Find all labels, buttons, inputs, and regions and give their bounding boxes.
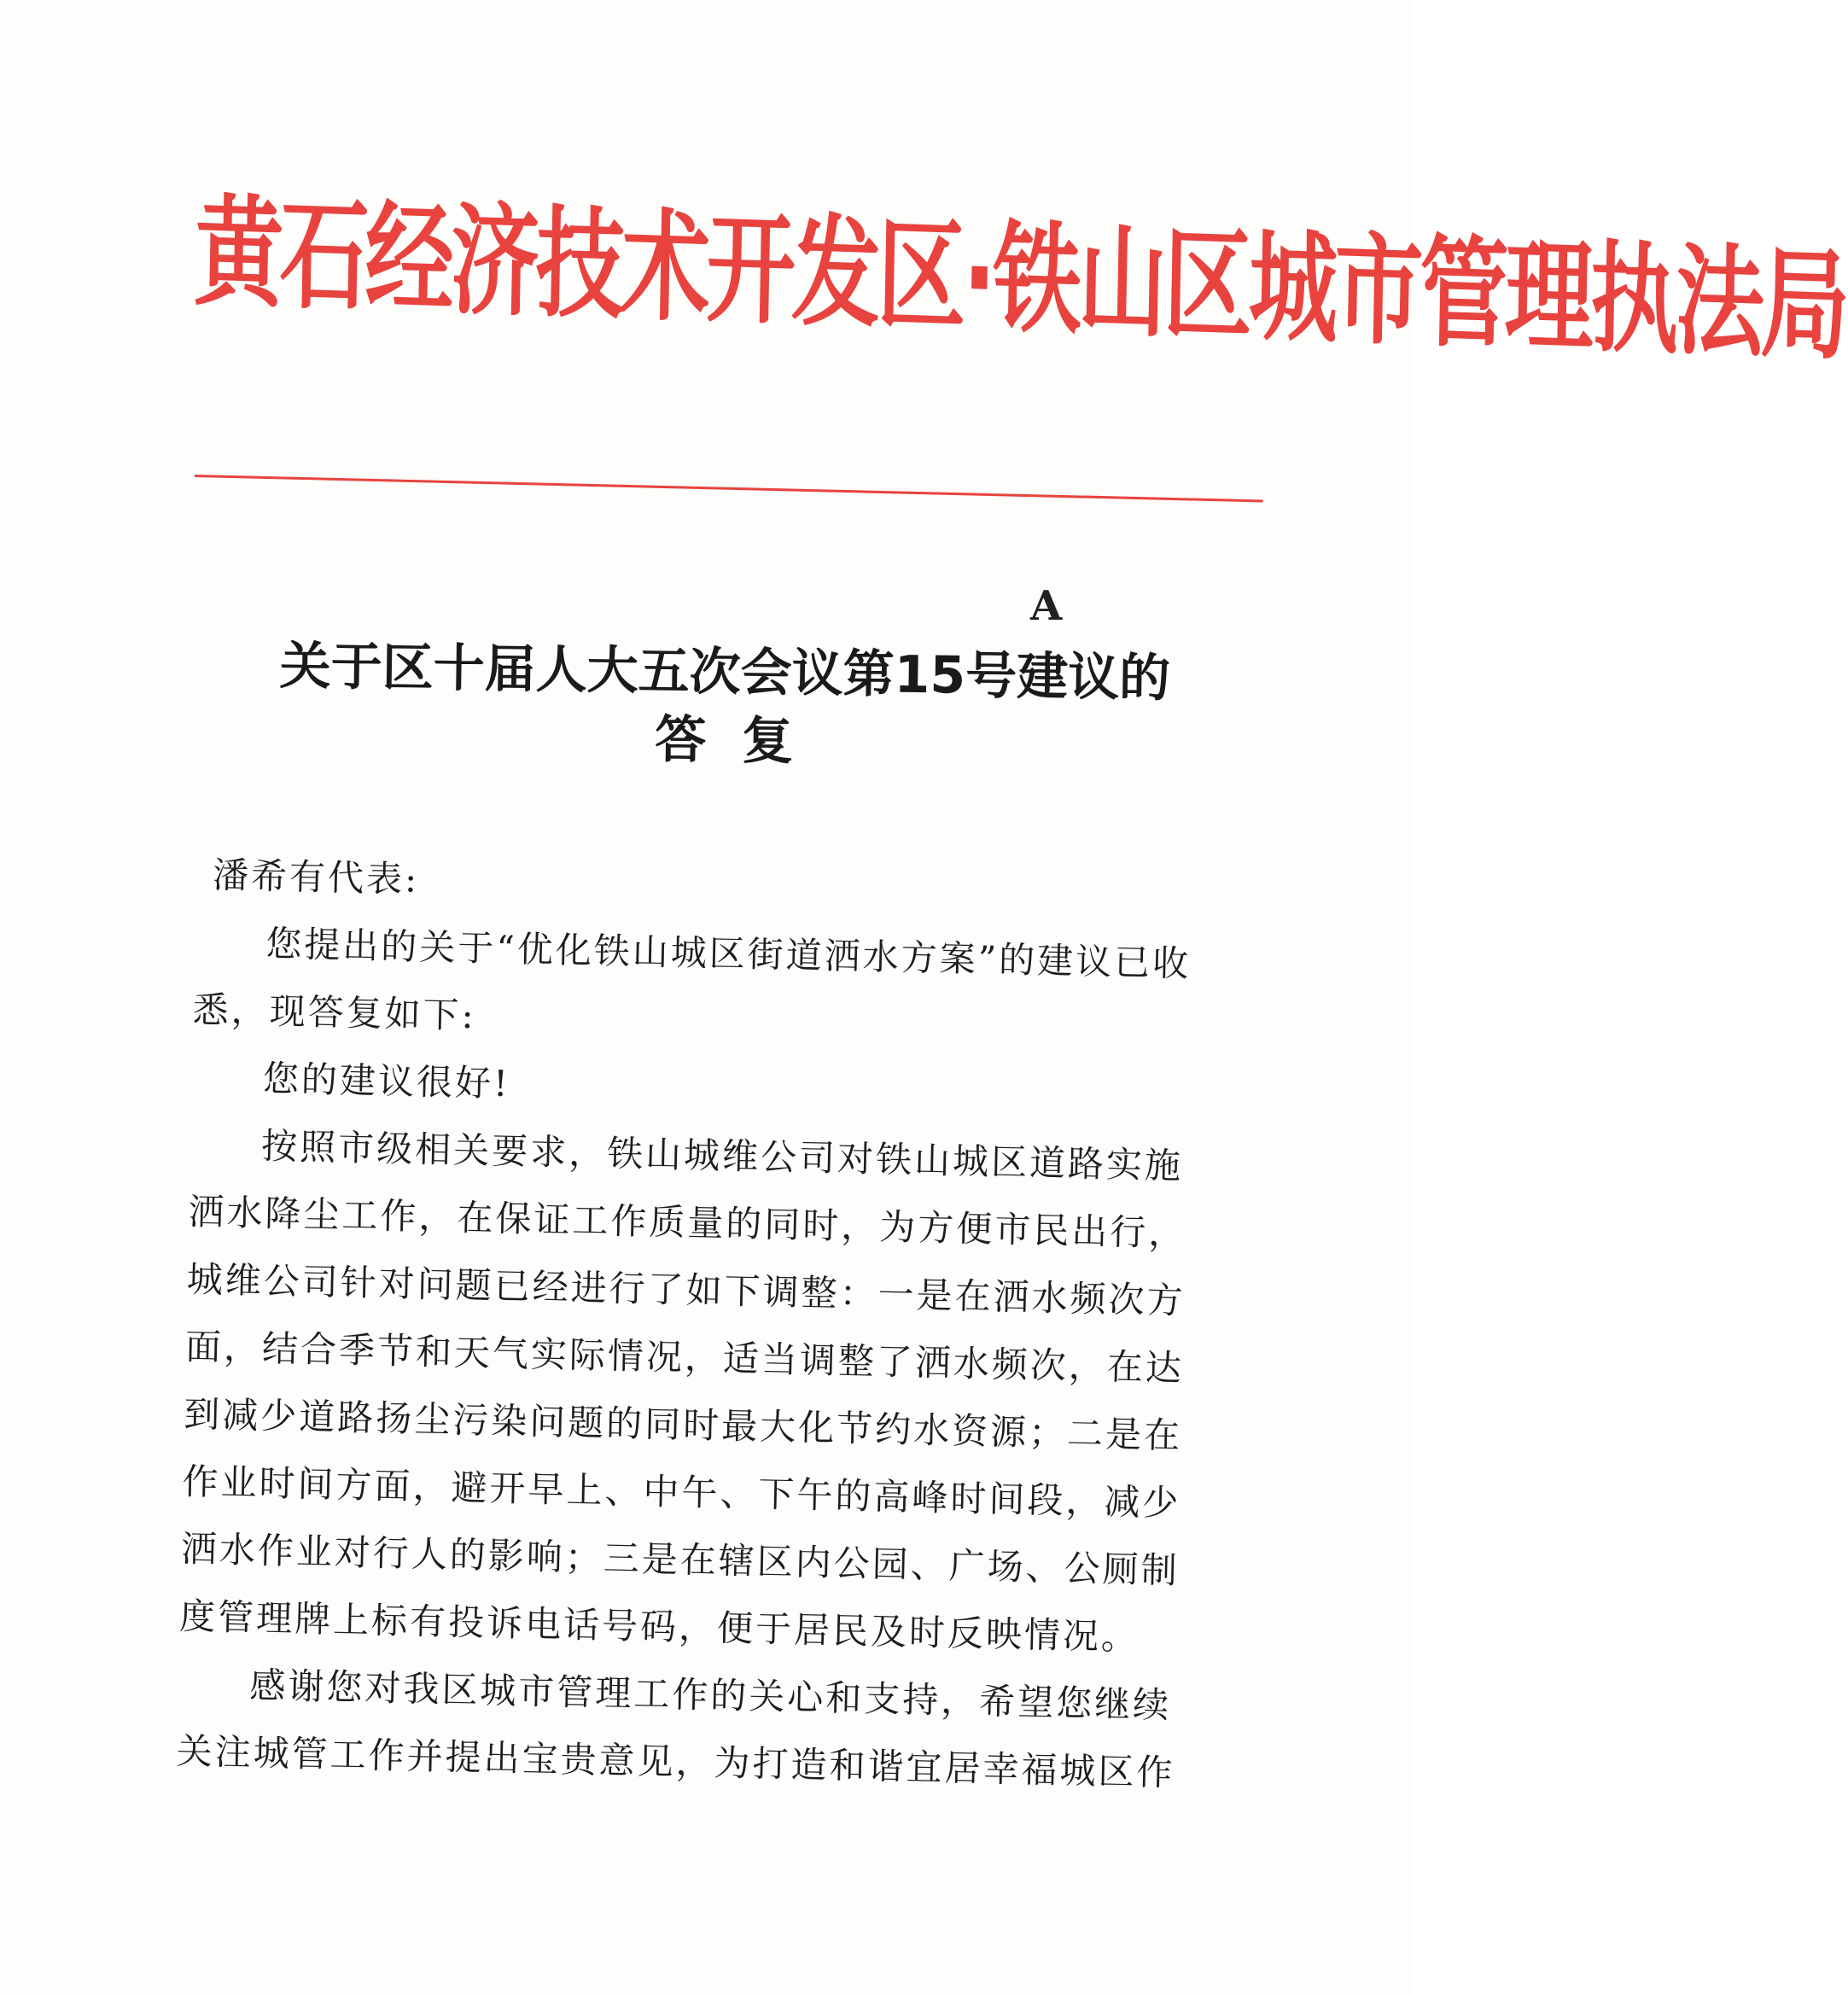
- agency-letterhead-title: 黄石经济技术开发区·铁山区城市管理执法局: [193, 181, 1848, 377]
- letterhead-red-rule: [195, 475, 1263, 502]
- document-title-line-2: 答复: [654, 709, 830, 773]
- paragraph-measures: 按照市级相关要求，铁山城维公司对铁山城区道路实施洒水降尘工作，在保证工作质量的同时，为方便市民出行，城维公司针对问题已经进行了如下调整：一是在洒水频次方面，结合季节和天气实际情况，适当调整了洒水频次，在达到减少道路扬尘污染问题的同时最大化节约水资源；二是在作业时间方面，避开早上、中午、下午的高峰时间段，减少洒水作业对行人的影响；三是在辖区内公园、广场、公厕制度管理牌上标有投诉电话号码，便于居民及时反映情况。: [178, 1124, 1187, 1659]
- document-class-mark: A: [1030, 582, 1063, 630]
- document-body: [176, 841, 1204, 1806]
- paragraph-thanks: 感谢您对我区城市管理工作的关心和支持，希望您继续关注城管工作并提出宝贵意见，为打造和谐宜居幸福城区作: [176, 1664, 1176, 1794]
- paragraph-acknowledgement: 您提出的关于“优化铁山城区街道洒水方案”的建议已收悉，现答复如下:: [192, 922, 1192, 1037]
- document-title: [246, 632, 1204, 782]
- document-title-line-1: 关于区十届人大五次会议第15号建议的: [279, 636, 1171, 709]
- salutation: 潘希有代表:: [212, 854, 420, 901]
- paragraph-praise: 您的建议很好!: [262, 1057, 511, 1105]
